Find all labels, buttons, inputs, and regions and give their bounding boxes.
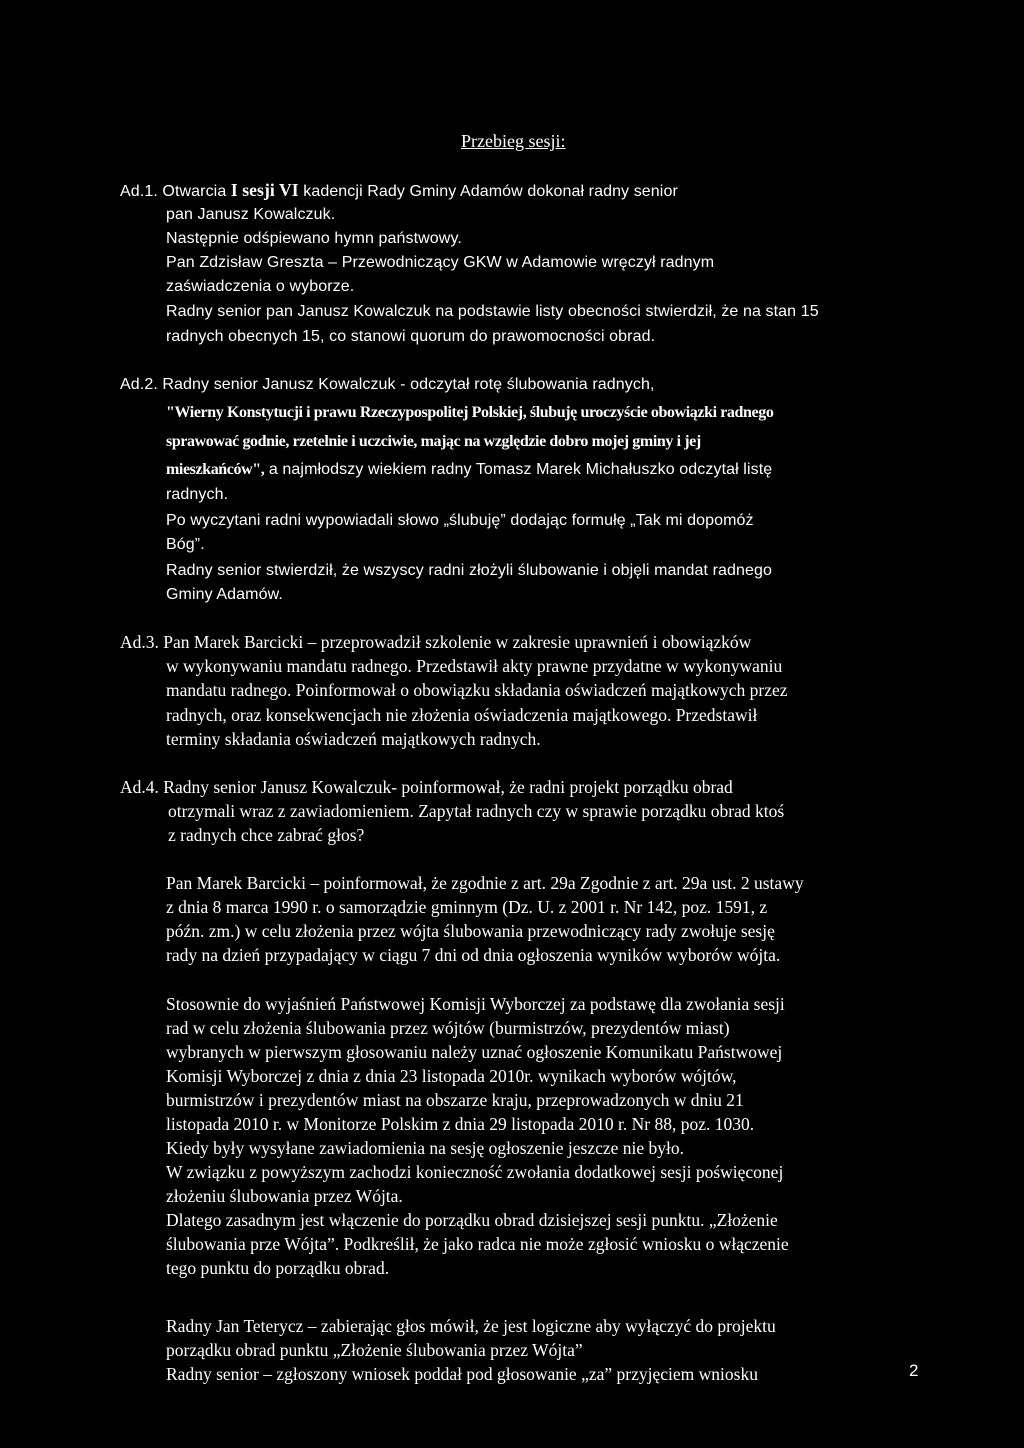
- ad1-line-1: [120, 178, 678, 204]
- ad2-line-7: Bóg”.: [166, 536, 205, 553]
- ad3-line-1: [120, 630, 751, 654]
- ad4-p4-line: porządku obrad punktu „Złożenie ślubowania przez Wójta”: [166, 1340, 583, 1360]
- ad4-text: Radny senior Janusz Kowalczuk- poinformował, że radni projekt porządku obrad: [163, 777, 733, 797]
- ad3-line-4: radnych, oraz konsekwencjach nie złożenia oświadczenia majątkowego. Przedstawił: [166, 705, 758, 725]
- ad4-p3-line: Dlatego zasadnym jest włączenie do porządku obrad dzisiejszej sesji punktu. „Złożenie: [166, 1210, 778, 1230]
- ad4-p3-line: Stosownie do wyjaśnień Państwowej Komisji Wyborczej za podstawę dla zwołania sesji: [166, 994, 785, 1014]
- ad2-text: Radny senior Janusz Kowalczuk - odczytał rotę ślubowania radnych,: [162, 376, 655, 393]
- ad4-p3-line: listopada 2010 r. w Monitorze Polskim z dnia 29 listopada 2010 r. Nr 88, poz. 1030.: [166, 1114, 755, 1134]
- ad4-p3-line: rad w celu złożenia ślubowania przez wójtów (burmistrzów, prezydentów miast): [166, 1018, 730, 1038]
- ad2-text-rest: a najmłodszy wiekiem radny Tomasz Marek Michałuszko odczytał listę: [264, 461, 773, 478]
- oath-line-1: "Wierny Konstytucji i prawu Rzeczypospolitej Polskiej, ślubuję uroczyście obowiązki radnego: [166, 404, 774, 421]
- ad4-line-1: [120, 775, 733, 799]
- ad3-line-2: w wykonywaniu mandatu radnego. Przedstawił akty prawne przydatne w wykonywaniu: [166, 656, 783, 676]
- ad1-text-pre: Otwarcia: [162, 183, 231, 200]
- page-title: Przebieg sesji:: [461, 131, 566, 151]
- ad1-line-3: Następnie odśpiewano hymn państwowy.: [166, 230, 462, 247]
- ad2-line-8: Radny senior stwierdził, że wszyscy radni złożyli ślubowanie i objęli mandat radnego: [166, 562, 773, 579]
- ad4-p3-line: Kiedy były wysyłane zawiadomienia na sesję ogłoszenie jeszcze nie było.: [166, 1138, 685, 1158]
- ad2-line-5: radnych.: [166, 486, 229, 503]
- ad4-p3-line: Komisji Wyborczej z dnia z dnia 23 listopada 2010r. wynikach wyborów wójtów,: [166, 1066, 737, 1086]
- ad4-p2-line: późn. zm.) w celu złożenia przez wójta ślubowania przewodniczący rady zwołuje sesję: [166, 921, 775, 941]
- ad1-line-2: pan Janusz Kowalczuk.: [166, 206, 336, 223]
- ad2-line-1: [120, 373, 654, 397]
- ad4-p3-line: wybranych w pierwszym głosowaniu należy uznać ogłoszenie Komunikatu Państwowej: [166, 1042, 783, 1062]
- ad4-p4-line: Radny senior – zgłoszony wniosek poddał pod głosowanie „za” przyjęciem wniosku: [166, 1364, 758, 1384]
- ad2-line-9: Gminy Adamów.: [166, 586, 283, 603]
- ad4-p3-line: złożeniu ślubowania przez Wójta.: [166, 1186, 403, 1206]
- oath-line-2: sprawować godnie, rzetelnie i uczciwie, mając na względzie dobro mojej gminy i jej: [166, 433, 701, 450]
- ad1-text-bold: I sesji VI: [230, 180, 299, 200]
- ad1-line-7: radnych obecnych 15, co stanowi quorum do prawomocności obrad.: [166, 328, 656, 345]
- ad1-line-6: Radny senior pan Janusz Kowalczuk na podstawie listy obecności stwierdził, że na stan 15: [166, 303, 819, 320]
- ad4-p3-line: tego punktu do porządku obrad.: [166, 1258, 390, 1278]
- ad2-label: Ad.2.: [120, 376, 158, 393]
- oath-end: mieszkańców",: [166, 461, 265, 478]
- page-number: 2: [909, 1361, 919, 1380]
- ad1-text-post: kadencji Rady Gminy Adamów dokonał radny senior: [298, 183, 678, 200]
- ad3-label: Ad.3.: [120, 632, 159, 652]
- ad4-label: Ad.4.: [120, 777, 159, 797]
- ad4-line-2: otrzymali wraz z zawiadomieniem. Zapytał radnych czy w sprawie porządku obrad ktoś: [168, 801, 785, 821]
- ad3-text: Pan Marek Barcicki – przeprowadził szkolenie w zakresie uprawnień i obowiązków: [163, 632, 752, 652]
- ad3-line-5: terminy składania oświadczeń majątkowych radnych.: [166, 729, 541, 749]
- ad4-line-3: z radnych chce zabrać głos?: [168, 825, 365, 845]
- ad4-p3-line: burmistrzów i prezydentów miast na obszarze kraju, przeprowadzonych w dniu 21: [166, 1090, 744, 1110]
- ad4-p3-line: ślubowania prze Wójta”. Podkreślił, że jako radca nie może zgłosić wniosku o włączenie: [166, 1234, 789, 1254]
- ad3-line-3: mandatu radnego. Poinformował o obowiązku składania oświadczeń majątkowych przez: [166, 680, 788, 700]
- ad4-p2-line: rady na dzień przypadający w ciągu 7 dni od dnia ogłoszenia wyników wyborów wójta.: [166, 945, 781, 965]
- ad4-p2-line: Pan Marek Barcicki – poinformował, że zgodnie z art. 29a Zgodnie z art. 29a ust. 2 ustawy: [166, 873, 804, 893]
- ad4-p3-line: W związku z powyższym zachodzi konieczność zwołania dodatkowej sesji poświęconej: [166, 1162, 784, 1182]
- ad4-p4-line: Radny Jan Teterycz – zabierając głos mówił, że jest logiczne aby wyłączyć do projektu: [166, 1316, 776, 1336]
- ad4-p2-line: z dnia 8 marca 1990 r. o samorządzie gminnym (Dz. U. z 2001 r. Nr 142, poz. 1591, z: [166, 897, 768, 917]
- ad1-line-5: zaświadczenia o wyborze.: [166, 278, 355, 295]
- ad1-line-4: Pan Zdzisław Greszta – Przewodniczący GKW w Adamowie wręczył radnym: [166, 254, 715, 271]
- ad2-line-6: Po wyczytani radni wypowiadali słowo „ślubuję” dodając formułę „Tak mi dopomóż: [166, 512, 754, 529]
- ad2-line-4: [166, 458, 772, 482]
- ad1-label: Ad.1.: [120, 183, 158, 200]
